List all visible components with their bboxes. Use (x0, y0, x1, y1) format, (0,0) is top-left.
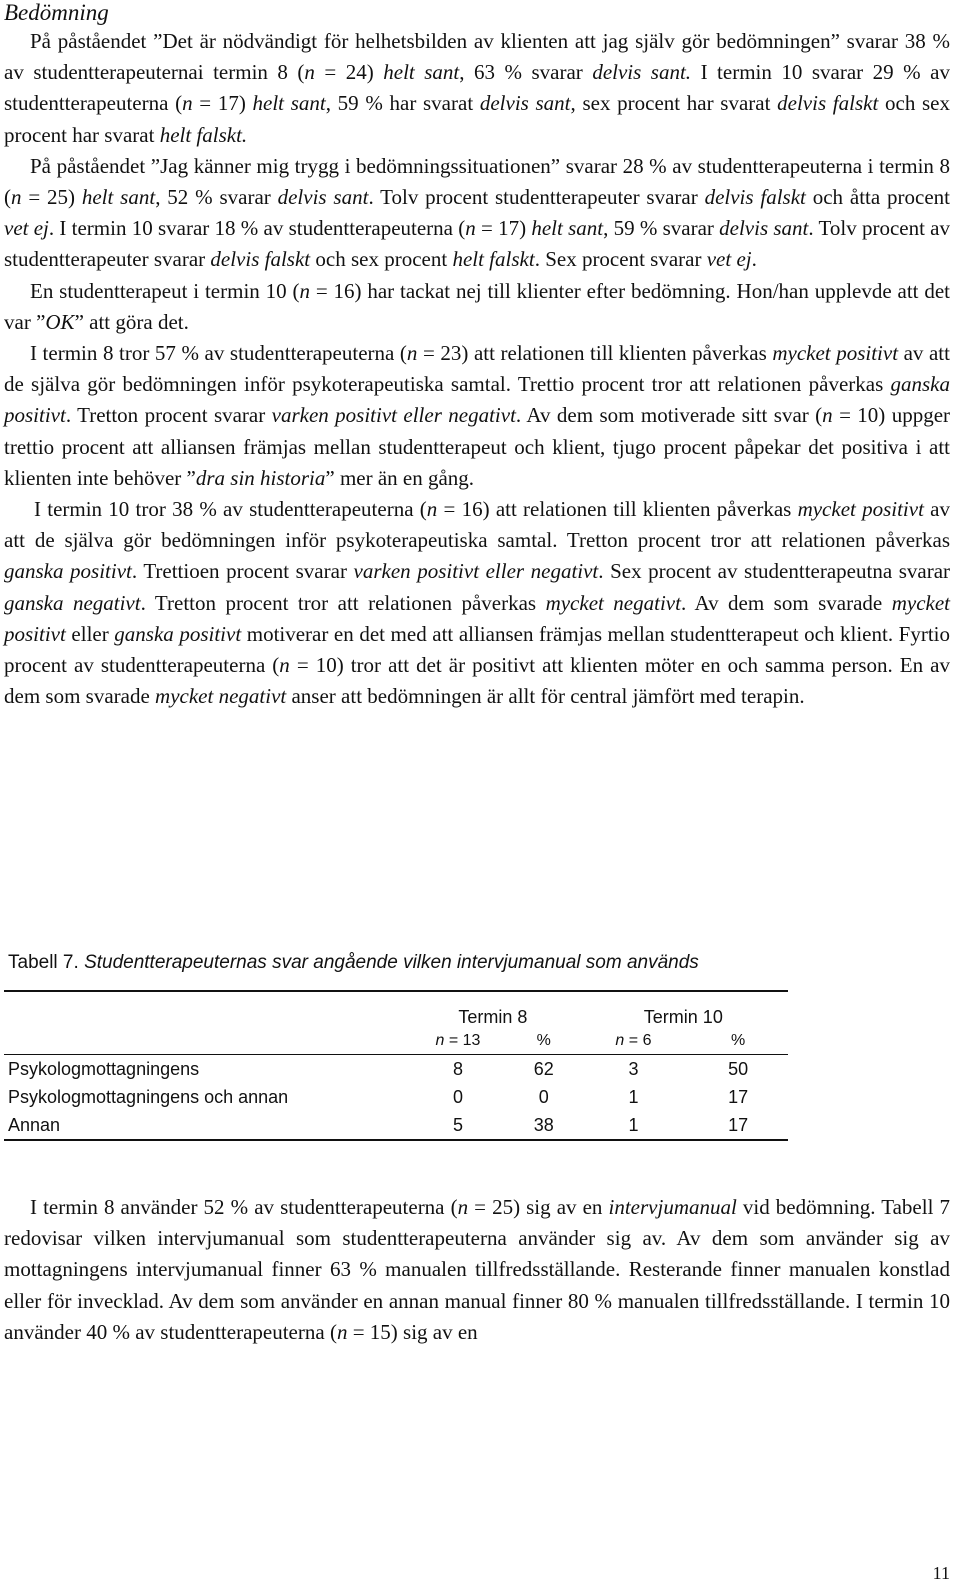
table-row (4, 1111, 788, 1140)
table-row (4, 1083, 788, 1111)
paragraph-2: På påståendet ”Jag känner mig trygg i bedömningssituationen” svarar 28 % av studentterapeuterna i termin 8 (n = 25) helt sant, 52 % svarar delvis sant. Tolv procent studentterapeuter svarar delvis falskt och åtta procent vet ej. I termin 10 svarar 18 % av studentterapeuterna (n = 17) helt sant, 59 % svarar delvis sant. Tolv procent av studentterapeuter svarar delvis falskt och sex procent helt falskt. Sex procent svarar vet ej. (4, 153, 951, 272)
group-header-termin-8: Termin 8 (458, 1007, 528, 1027)
cell-t8-pct: 0 (538, 1086, 549, 1107)
table-row (4, 1055, 788, 1084)
cell-t10-n: 1 (628, 1086, 639, 1107)
cell-t8-pct: 38 (509, 1111, 579, 1140)
paragraph-3: En studentterapeut i termin 10 (n = 16) har tackat nej till klienter efter bedömning. Hon/han upplevde att det var ”OK” att göra det. (4, 278, 950, 334)
cell-t8-n: 0 (452, 1086, 463, 1107)
sub-header-t10-n: n = 6 (615, 1032, 652, 1049)
row-label: Annan (4, 1111, 407, 1140)
cell-t8-n: 8 (452, 1058, 463, 1079)
table-caption-title: Studentterapeuternas svar angående vilken intervjumanual som används (84, 952, 699, 973)
section-heading: Bedömning (4, 0, 109, 25)
cell-t10-n: 3 (628, 1058, 639, 1079)
sub-header-t10-pct: % (731, 1032, 746, 1049)
paragraph-5: I termin 10 tror 38 % av studentterapeuterna (n = 16) att relationen till klienten påverkas mycket positivt av att de själva gör bedömningen inför psykoterapeutiska samtal. Tretton procent tror att relationen påverkas ganska positivt. Trettioen procent svarar varken positivt eller negativt. Sex procent av studentterapeutna svarar ganska negativt. Tretton procent tror att relationen påverkas mycket negativt. Av dem som svarade mycket positivt eller ganska positivt motiverar en det med att alliansen främjas mellan studentterapeut och klient. Fyrtio procent av studentterapeuterna (n = 10) tror att det är positivt att klienten möter en och samma person. En av dem som svarade mycket negativt anser att bedömningen är allt för central jämfört med terapin. (4, 497, 951, 709)
body-text-upper (4, 26, 950, 712)
body-text-lower (4, 1192, 950, 1348)
data-table (4, 990, 788, 1141)
sub-header-t8-pct: % (536, 1032, 551, 1049)
paragraph-1: På påståendet ”Det är nödvändigt för helhetsbilden av klienten att jag själv gör bedömningen” svarar 38 % av studentterapeuternai termin 8 (n = 24) helt sant, 63 % svarar delvis sant. I termin 10 svarar 29 % av studentterapeuterna (n = 17) helt sant, 59 % har svarat delvis sant, sex procent har svarat delvis falskt och sex procent har svarat helt falskt. (4, 29, 950, 147)
table-caption (8, 950, 699, 976)
paragraph-4: I termin 8 tror 57 % av studentterapeuterna (n = 23) att relationen till klienten påverkas mycket positivt av att de själva gör bedömningen inför psykoterapeutiska samtal. Trettio procent tror att relationen påverkas ganska positivt. Tretton procent svarar varken positivt eller negativt. Av dem som motiverade sitt svar (n = 10) uppger trettio procent att alliansen främjas mellan studentterapeut och klient, tjugo procent påpekar det positiva i att klienten inte behöver ”dra sin historia” mer än en gång. (4, 341, 951, 490)
table-sub-header-row (4, 1028, 788, 1055)
cell-t8-n: 5 (407, 1111, 509, 1140)
row-label: Psykologmottagningens (8, 1058, 200, 1079)
cell-t10-n: 1 (579, 1111, 689, 1140)
table-group-header-row (4, 994, 788, 1028)
cell-t8-pct: 62 (533, 1058, 554, 1079)
page-number: 11 (932, 1563, 950, 1583)
cell-t10-pct: 50 (728, 1058, 749, 1079)
paragraph-6: I termin 8 använder 52 % av studentterapeuterna (n = 25) sig av en intervjumanual vid bedömning. Tabell 7 redovisar vilken intervjumanual som studentterapeuterna använder sig av. Av dem som använder sig av mottagningens intervjumanual finner 63 % manualen tillfredsställande. Resterande finner manualen konstlad eller för invecklad. Av dem som använder en annan manual finner 80 % manualen tillfredsställande. I termin 10 använder 40 % av studentterapeuterna (n = 15) sig av en (4, 1195, 950, 1344)
group-header-termin-10: Termin 10 (643, 1007, 723, 1027)
cell-t10-pct: 17 (688, 1111, 788, 1140)
row-label: Psykologmottagningens och annan (8, 1086, 289, 1107)
sub-header-t8-n: n = 13 (435, 1032, 481, 1049)
table-caption-label: Tabell 7. (8, 952, 79, 973)
cell-t10-pct: 17 (728, 1086, 749, 1107)
